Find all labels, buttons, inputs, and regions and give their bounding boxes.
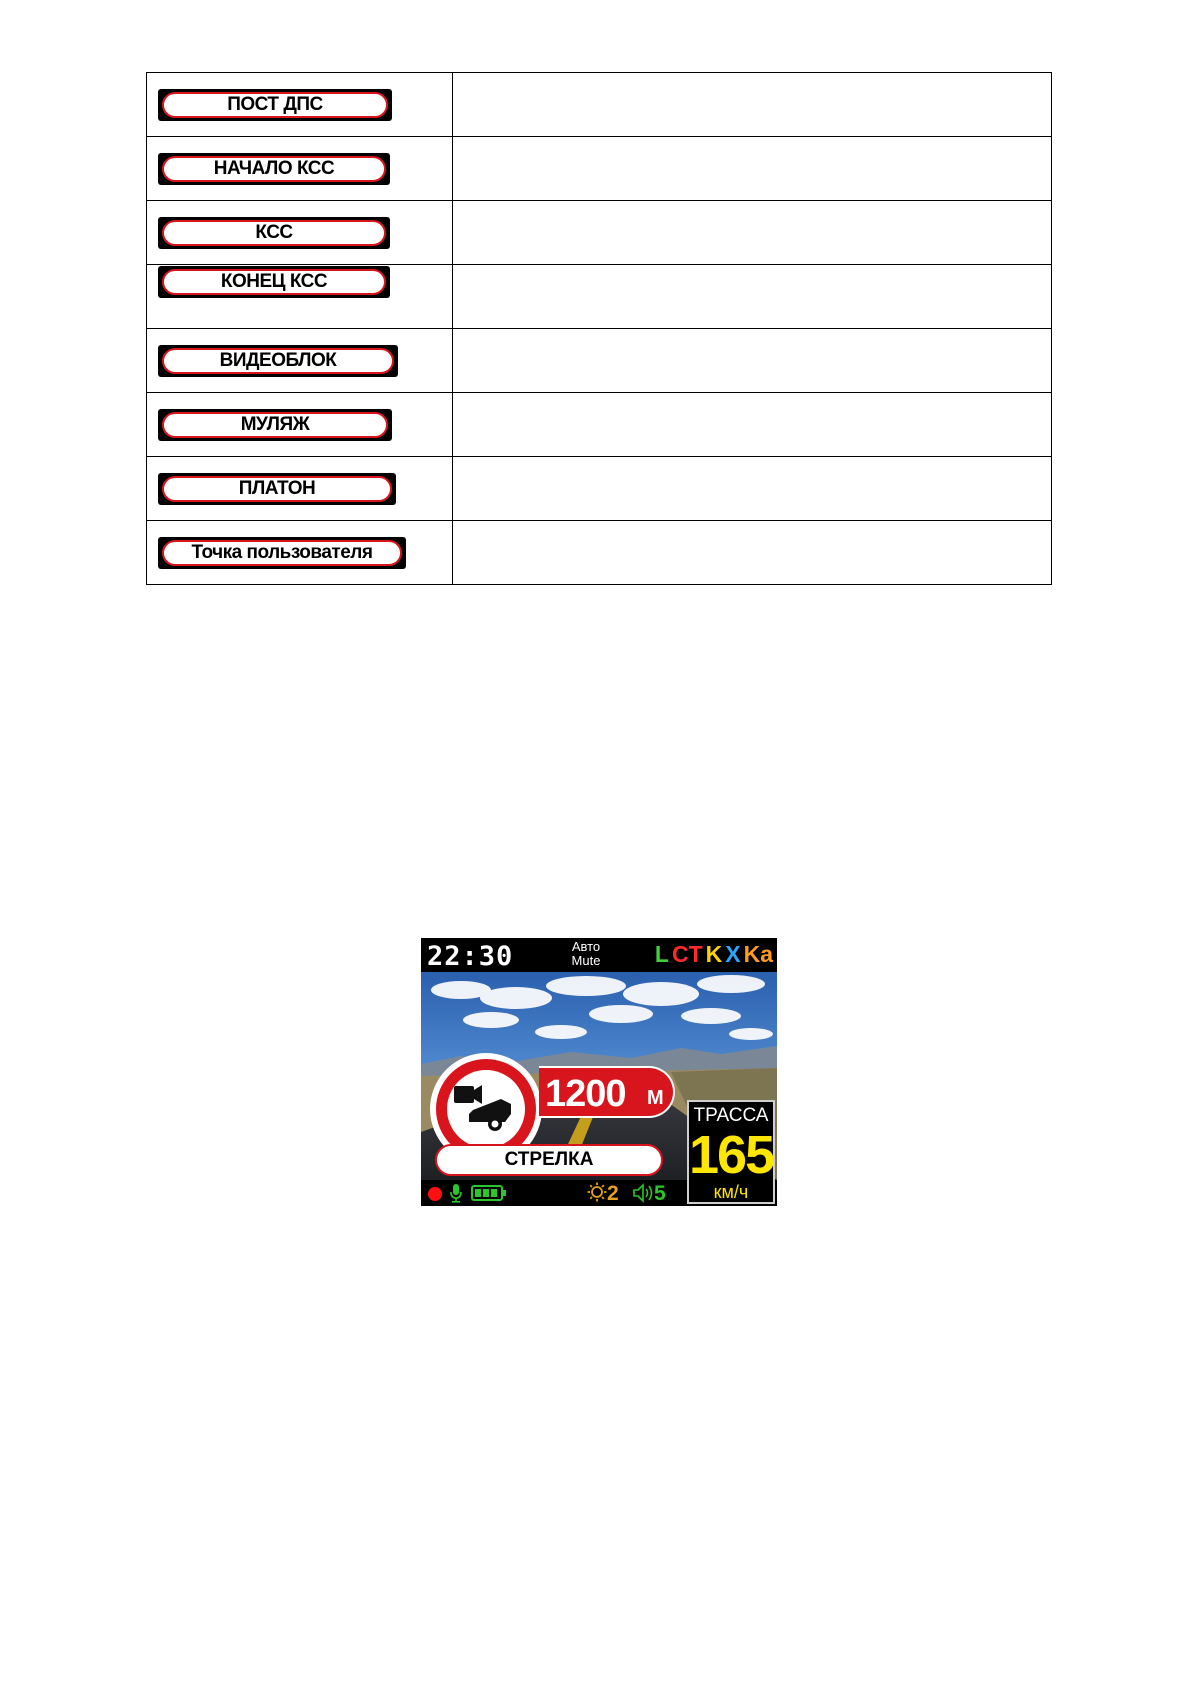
sun-icon — [587, 1182, 607, 1202]
battery-icon — [471, 1185, 507, 1201]
description-cell — [453, 137, 1052, 201]
camera-type-pill — [158, 217, 390, 249]
table-row — [147, 393, 1052, 457]
label-cell — [147, 521, 453, 585]
description-cell — [453, 329, 1052, 393]
band-ka: Ka — [743, 941, 773, 967]
distance-unit: М — [647, 1087, 664, 1109]
volume-indicator — [632, 1182, 666, 1206]
label-cell — [147, 457, 453, 521]
label-cell — [147, 137, 453, 201]
mode-line-1: Авто — [571, 939, 601, 954]
table-row — [147, 137, 1052, 201]
camera-type-pill — [158, 153, 390, 185]
band-x: X — [725, 941, 741, 967]
mute-mode — [551, 940, 621, 968]
label-cell — [147, 201, 453, 265]
camera-type-pill — [158, 345, 398, 377]
status-top-bar — [421, 938, 777, 972]
record-icon — [428, 1187, 442, 1201]
clock: 22:30 — [427, 941, 514, 972]
distance-badge — [539, 1066, 675, 1118]
road-mode: ТРАССА — [693, 1105, 769, 1126]
description-cell — [453, 393, 1052, 457]
description-cell — [453, 521, 1052, 585]
brightness-indicator — [587, 1182, 619, 1206]
description-cell — [453, 457, 1052, 521]
camera-type-label: СТРЕЛКА — [435, 1144, 663, 1176]
table-row — [147, 201, 1052, 265]
camera-type-pill — [158, 266, 390, 298]
distance-value: 1200 — [545, 1073, 626, 1115]
pill-label: МУЛЯЖ — [162, 412, 388, 438]
description-cell — [453, 265, 1052, 329]
pill-label: ВИДЕОБЛОК — [162, 348, 394, 374]
mode-line-2: Mute — [571, 953, 601, 968]
table-row — [147, 521, 1052, 585]
band-ct: CT — [671, 941, 703, 967]
brightness-value: 2 — [607, 1182, 619, 1205]
description-cell — [453, 201, 1052, 265]
label-cell — [147, 73, 453, 137]
pill-label: ПЛАТОН — [162, 476, 392, 502]
camera-type-pill — [158, 473, 396, 505]
pill-label: КСС — [162, 220, 386, 246]
pill-label: КОНЕЦ КСС — [162, 269, 386, 295]
pill-label: НАЧАЛО КСС — [162, 156, 386, 182]
camera-type-pill — [158, 537, 406, 569]
table-row — [147, 329, 1052, 393]
table-row — [147, 457, 1052, 521]
speed-unit: км/ч — [713, 1182, 749, 1202]
label-cell — [147, 265, 453, 329]
table-row — [147, 73, 1052, 137]
label-cell — [147, 393, 453, 457]
description-cell — [453, 73, 1052, 137]
band-l: L — [654, 941, 669, 967]
band-k: K — [705, 941, 723, 967]
table-row — [147, 265, 1052, 329]
radar-detector-screen — [421, 938, 777, 1206]
camera-type-pill — [158, 89, 392, 121]
camera-type-pill — [158, 409, 392, 441]
volume-value: 5 — [654, 1182, 666, 1205]
speed-panel — [687, 1100, 775, 1204]
pill-label: ПОСТ ДПС — [162, 92, 388, 118]
microphone-icon — [449, 1183, 463, 1203]
labels-table — [146, 72, 1052, 585]
speaker-icon — [632, 1183, 654, 1203]
radar-bands — [652, 941, 773, 968]
pill-label: Точка пользователя — [162, 540, 402, 566]
label-cell — [147, 329, 453, 393]
speed-value: 165 — [689, 1125, 774, 1185]
